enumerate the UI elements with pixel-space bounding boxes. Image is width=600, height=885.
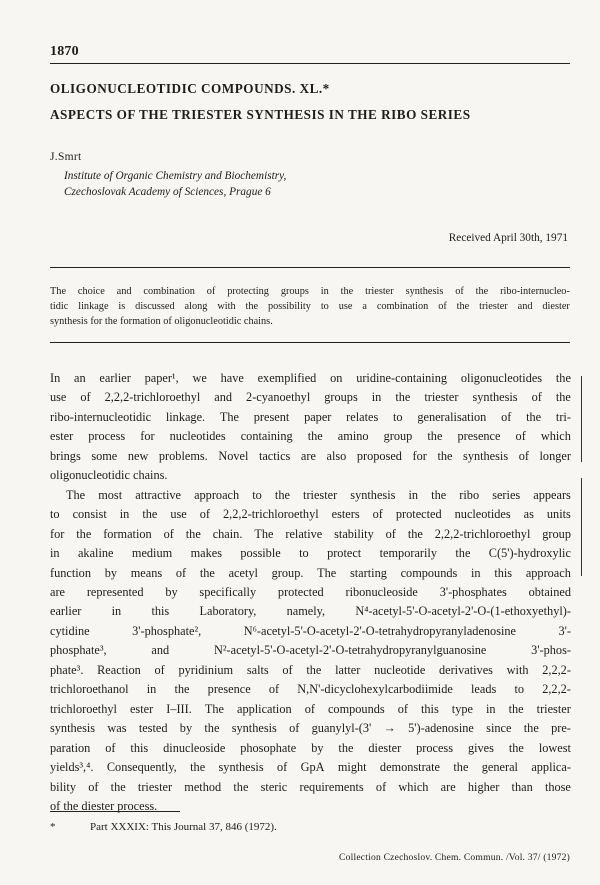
body-line: trichloroethyl ester I–III. The application of compounds of this type in the triester	[50, 701, 571, 716]
abstract-line: The choice and combination of protecting groups in the triester synthesis of the ribo-internucleo-	[50, 286, 570, 297]
body-line: The most attractive approach to the triester synthesis in the ribo series appears	[66, 487, 571, 502]
abstract-line: synthesis for the formation of oligonucleotidic chains.	[50, 316, 273, 327]
footnote-mark: *	[50, 821, 56, 833]
body-line: for the formation of the chain. The relative stability of the 2,2,2-trichloroethyl group	[50, 526, 571, 541]
body-line: trichloroethanol in the presence of N,N'-dicyclohexylcarbodiimide leads to 2,2,2-	[50, 682, 571, 697]
margin-mark	[581, 376, 582, 462]
affiliation-line: Czechoslovak Academy of Sciences, Prague 6	[64, 186, 271, 198]
body-line: In an earlier paper¹, we have exemplified on uridine-containing oligonucleotides the	[50, 371, 571, 385]
body-line: of the diester process.	[50, 798, 158, 813]
body-line: cytidine 3'-phosphate², N⁶-acetyl-5'-O-acetyl-2'-O-tetrahydropyranyladenosine 3'-	[50, 623, 571, 638]
affiliation	[64, 168, 286, 200]
body-line: paration of this dinucleoside phosophate by the diester process gives the lowest	[50, 740, 571, 755]
body-line: function by means of the acetyl group. The starting compounds in this approach	[50, 565, 571, 580]
body-line: oligonucleotidic chains.	[50, 468, 168, 483]
body-line: use of 2,2,2-trichloroethyl and 2-cyanoethyl groups in the triester synthesis of the	[50, 390, 571, 405]
article-title-line-1: OLIGONUCLEOTIDIC COMPOUNDS. XL.*	[50, 81, 330, 96]
header-rule	[50, 63, 570, 64]
body-text	[50, 369, 571, 816]
author: J.Smrt	[50, 151, 82, 163]
body-line: brings some new problems. Novel tactics are also proposed for the synthesis of longer	[50, 448, 571, 463]
footnote-rule	[50, 811, 180, 812]
body-line: synthesis was tested by the synthesis of guanylyl-(3' → 5')-adenosine since the pre-	[50, 721, 571, 736]
body-line: ribo-internucleotidic linkage. The present paper relates to generalisation of the tri-	[50, 409, 571, 424]
body-line: are represented by specifically protected ribonucleoside 3'-phosphates obtained	[50, 584, 571, 599]
footnote-text: Part XXXIX: This Journal 37, 846 (1972).	[90, 821, 277, 833]
body-line: yields³,⁴. Consequently, the synthesis of GpA might demonstrate the general applica-	[50, 760, 571, 775]
body-line: ester process for nucleotides containing the amino group the presence of which	[50, 429, 571, 444]
footnote	[50, 821, 277, 833]
body-line: to consist in the use of 2,2,2-trichloroethyl esters of protected nucleotides as units	[50, 507, 571, 522]
page-number: 1870	[50, 44, 79, 59]
body-line: earlier in this Laboratory, namely, N⁴-acetyl-5'-O-acetyl-2'-O-(1-ethoxyethyl)-	[50, 604, 571, 619]
journal-footer: Collection Czechoslov. Chem. Commun. /Vol. 37/ (1972)	[339, 852, 570, 863]
abstract	[50, 284, 570, 329]
received-date: Received April 30th, 1971	[448, 232, 568, 244]
article-title-line-2: ASPECTS OF THE TRIESTER SYNTHESIS IN THE RIBO SERIES	[50, 107, 471, 122]
body-line: in akaline medium makes possible to protect temporarily the C(5')-hydroxylic	[50, 546, 571, 561]
affiliation-line: Institute of Organic Chemistry and Biochemistry,	[64, 170, 287, 182]
abstract-line: tidic linkage is discussed along with the possibility to use a combination of the triester and diester	[50, 301, 570, 312]
margin-mark	[581, 478, 582, 576]
body-line: phate³. Reaction of pyridinium salts of the latter nucleotide derivatives with 2,2,2-	[50, 662, 571, 677]
abstract-top-rule	[50, 267, 570, 268]
abstract-bottom-rule	[50, 342, 570, 343]
body-line: phosphate³, and N²-acetyl-5'-O-acetyl-2'-O-tetrahydropyranylguanosine 3'-phos-	[50, 643, 571, 658]
body-line: bility of the triester method the steric requirements of which are higher than those	[50, 779, 571, 794]
